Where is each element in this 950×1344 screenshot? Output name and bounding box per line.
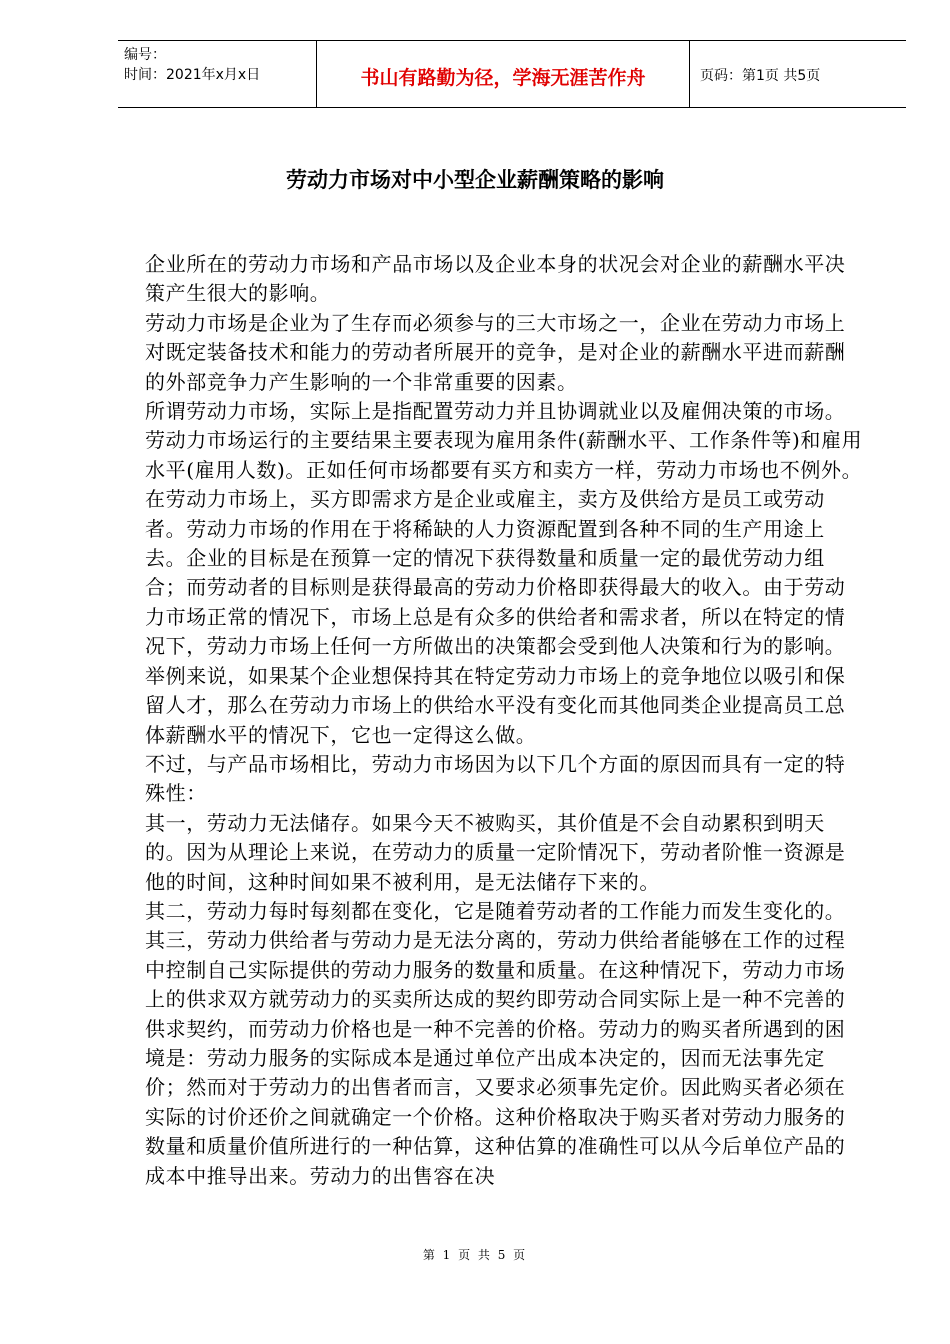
header-meta [118, 41, 316, 107]
paragraph: 其一，劳动力无法储存。如果今天不被购买，其价值是不会自动累积到明天的。因为从理论上来说，在劳动力的质量一定阶情况下，劳动者阶惟一资源是他的时间，这种时间如果不被利用，是无法储存下来的。 [145, 810, 846, 894]
paragraph: 其三，劳动力供给者与劳动力是无法分离的，劳动力供给者能够在工作的过程中控制自己实际提供的劳动力服务的数量和质量。在这种情况下，劳动力市场上的供求双方就劳动力的买卖所达成的契约即劳动合同实际上是一种不完善的供求契约，而劳动力价格也是一种不完善的价格。劳动力的购买者所遇到的困境是：劳动力服务的实际成本是通过单位产出成本决定的，因而无法事先定价；然而对于劳动力的出售者而言，又要求必须事先定价。因此购买者必须在实际的讨价还价之间就确定一个价格。这种价格取决于购买者对劳动力服务的数量和质量价值所进行的一种估算，这种估算的准确性可以从今后单位产品的成本中推导出来。劳动力的出售容在决 [145, 928, 846, 1188]
paragraph: 其二，劳动力每时每刻都在变化，它是随着劳动者的工作能力而发生变化的。 [145, 898, 846, 923]
paragraph: 不过，与产品市场相比，劳动力市场因为以下几个方面的原因而具有一定的特殊性： [145, 751, 846, 806]
paragraph: 劳动力市场是企业为了生存而必须参与的三大市场之一，企业在劳动力市场上对既定装备技术和能力的劳动者所展开的竞争，是对企业的薪酬水平进而薪酬的外部竞争力产生影响的一个非常重要的因素。 [145, 310, 846, 394]
paragraph: 企业所在的劳动力市场和产品市场以及企业本身的状况会对企业的薪酬水平决策产生很大的影响。 [145, 252, 846, 306]
document-title: 劳动力市场对中小型企业薪酬策略的影响 [286, 168, 664, 192]
header-motto: 书山有路勤为径，学海无涯苦作舟 [360, 67, 646, 89]
paragraph: 所谓劳动力市场，实际上是指配置劳动力并且协调就业以及雇佣决策的市场。劳动力市场运行的主要结果主要表现为雇用条件(薪酬水平、工作条件等)和雇用水平(雇用人数)。正如任何市场都要有买方和卖方一样，劳动力市场也不例外。在劳动力市场上，买方即需求方是企业或雇主，卖方及供给方是员工或劳动者。劳动力市场的作用在于将稀缺的人力资源配置到各种不同的生产用途上去。企业的目标是在预算一定的情况下获得数量和质量一定的最优劳动力组合；而劳动者的目标则是获得最高的劳动力价格即获得最大的收入。由于劳动力市场正常的情况下，市场上总是有众多的供给者和需求者，所以在特定的情况下，劳动力市场上任何一方所做出的决策都会受到他人决策和行为的影响。举例来说，如果某个企业想保持其在特定劳动力市场上的竞争地位以吸引和保留人才，那么在劳动力市场上的供给水平没有变化而其他同类企业提高员工总体薪酬水平的情况下，它也一定得这么做。 [145, 399, 863, 747]
page-header [118, 40, 906, 108]
header-page-info: 页码：第1页 共5页 [700, 68, 821, 84]
document-number-label: 编号： [124, 47, 166, 63]
header-page-cell [690, 41, 906, 107]
page-footer: 第 1 页 共 5 页 [422, 1248, 528, 1262]
header-motto-cell [316, 41, 690, 107]
document-time-label: 时间：2021年x月x日 [124, 67, 261, 83]
document-body [145, 250, 863, 1191]
